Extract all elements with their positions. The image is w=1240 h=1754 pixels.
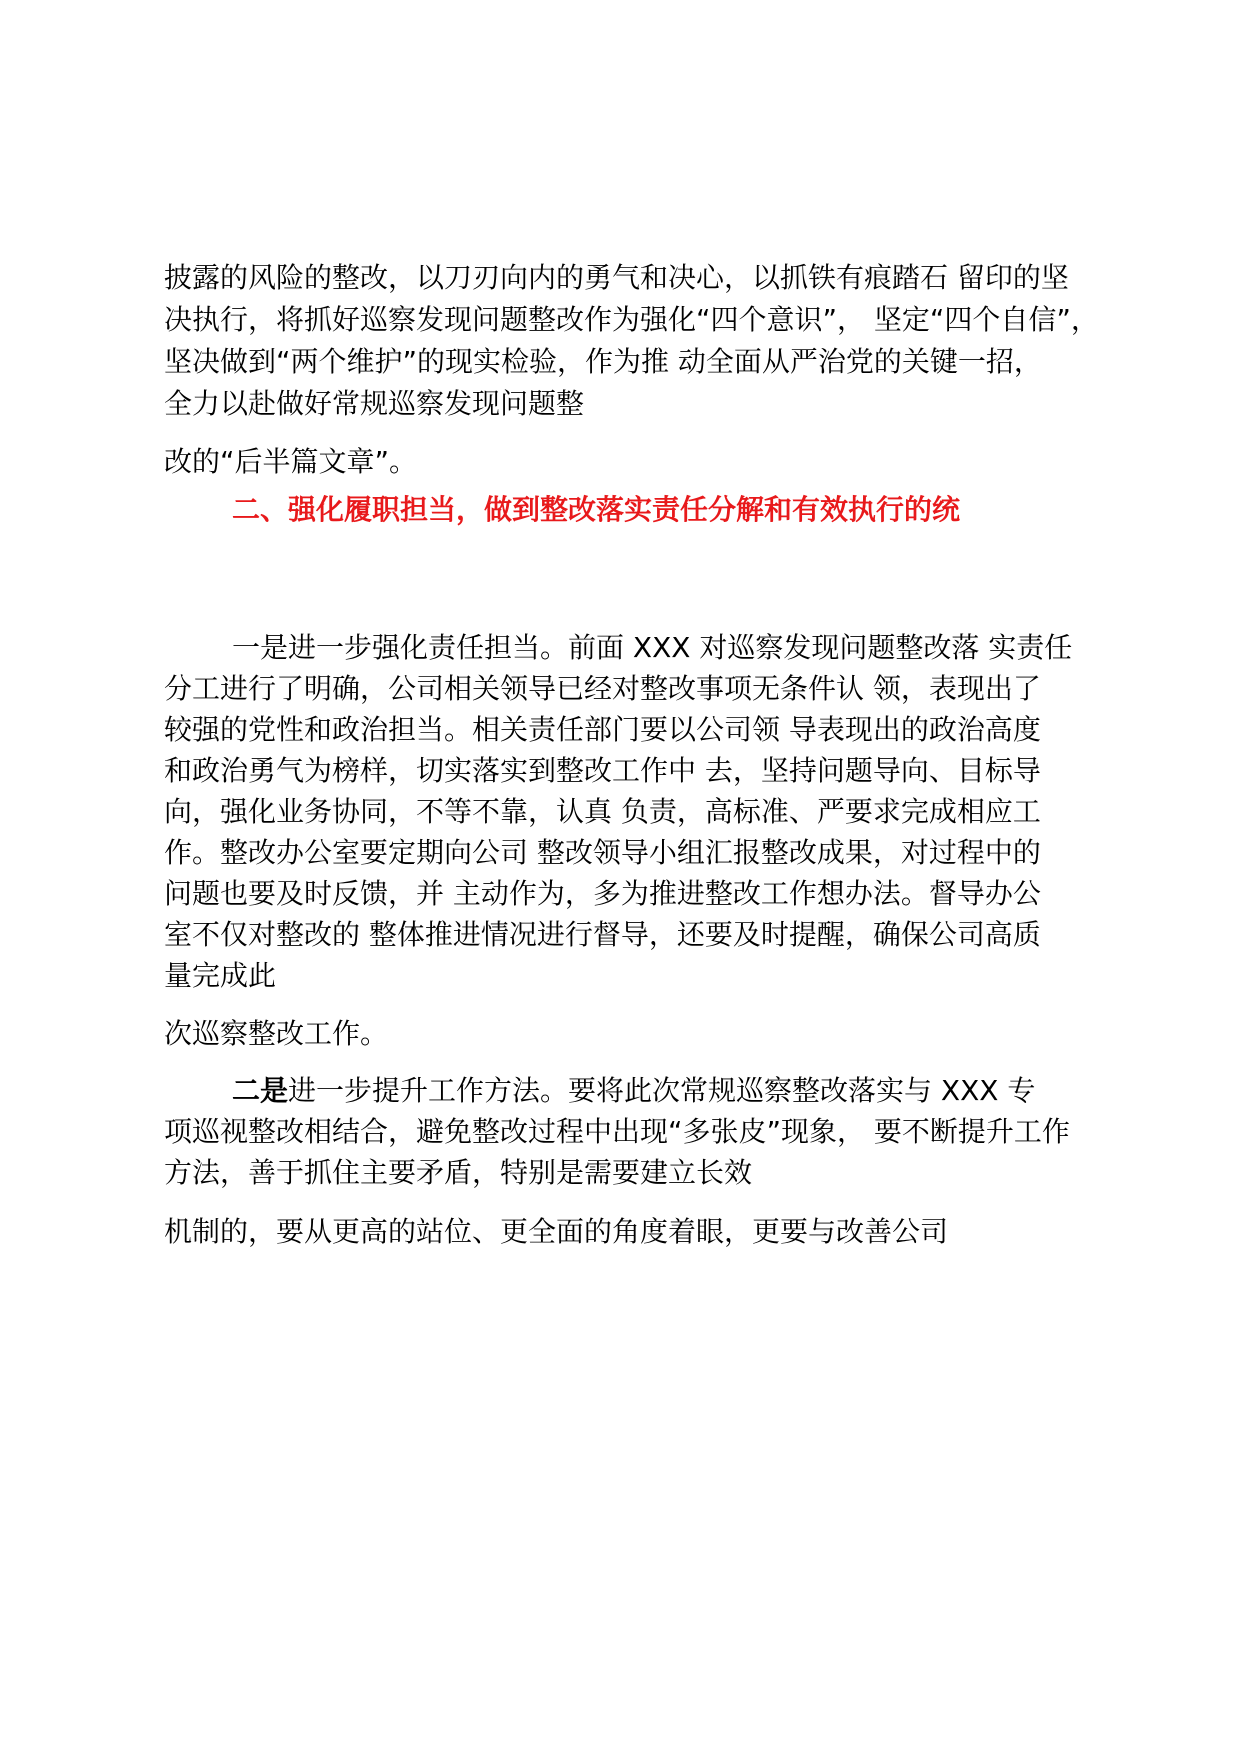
body-text-line: 一是进一步强化责任担当。前面 XXX 对巡察发现问题整改落 实责任 [232,631,1073,664]
body-text-line: 分工进行了明确，公司相关领导已经对整改事项无条件认 领，表现出了 [164,672,1041,705]
paragraph-lead: 二是 [232,1074,289,1107]
body-text-line [232,1071,1035,1111]
body-text-line: 作。整改办公室要定期向公司 整改领导小组汇报整改成果，对过程中的 [164,836,1041,869]
body-text-span: 进一步提升工作方法。要将此次常规巡察整改落实与 XXX 专 [288,1074,1036,1107]
section-heading: 二、强化履职担当，做到整改落实责任分解和有效执行的统 [232,493,961,526]
body-text-line: 决执行，将抓好巡察发现问题整改作为强化“四个意识”， 坚定“四个自信”， [164,303,1099,336]
body-text-line: 坚决做到“两个维护”的现实检验，作为推 动全面从严治党的关键一招， [164,345,1042,378]
body-text-line: 改的“后半篇文章”。 [164,445,418,478]
body-text-line: 向，强化业务协同，不等不靠，认真 负责，高标准、严要求完成相应工 [164,795,1041,828]
body-text-line: 次巡察整改工作。 [164,1017,389,1050]
body-text-line: 机制的，要从更高的站位、更全面的角度着眼，更要与改善公司 [164,1215,949,1248]
body-text-line: 较强的党性和政治担当。相关责任部门要以公司领 导表现出的政治高度 [164,713,1041,746]
body-text-line: 和政治勇气为榜样，切实落实到整改工作中 去，坚持问题导向、目标导 [164,754,1041,787]
body-text-line: 项巡视整改相结合，避免整改过程中出现“多张皮”现象， 要不断提升工作 [164,1115,1070,1148]
body-text-line: 全力以赴做好常规巡察发现问题整 [164,387,585,420]
body-text-line: 量完成此 [164,959,277,992]
body-text-line: 室不仅对整改的 整体推进情况进行督导，还要及时提醒，确保公司高质 [164,918,1041,951]
body-text-line: 披露的风险的整改，以刀刃向内的勇气和决心，以抓铁有痕踏石 留印的坚 [164,261,1069,294]
body-text-line: 问题也要及时反馈，并 主动作为，多为推进整改工作想办法。督导办公 [164,877,1041,910]
body-text-line: 方法，善于抓住主要矛盾，特别是需要建立长效 [164,1156,753,1189]
